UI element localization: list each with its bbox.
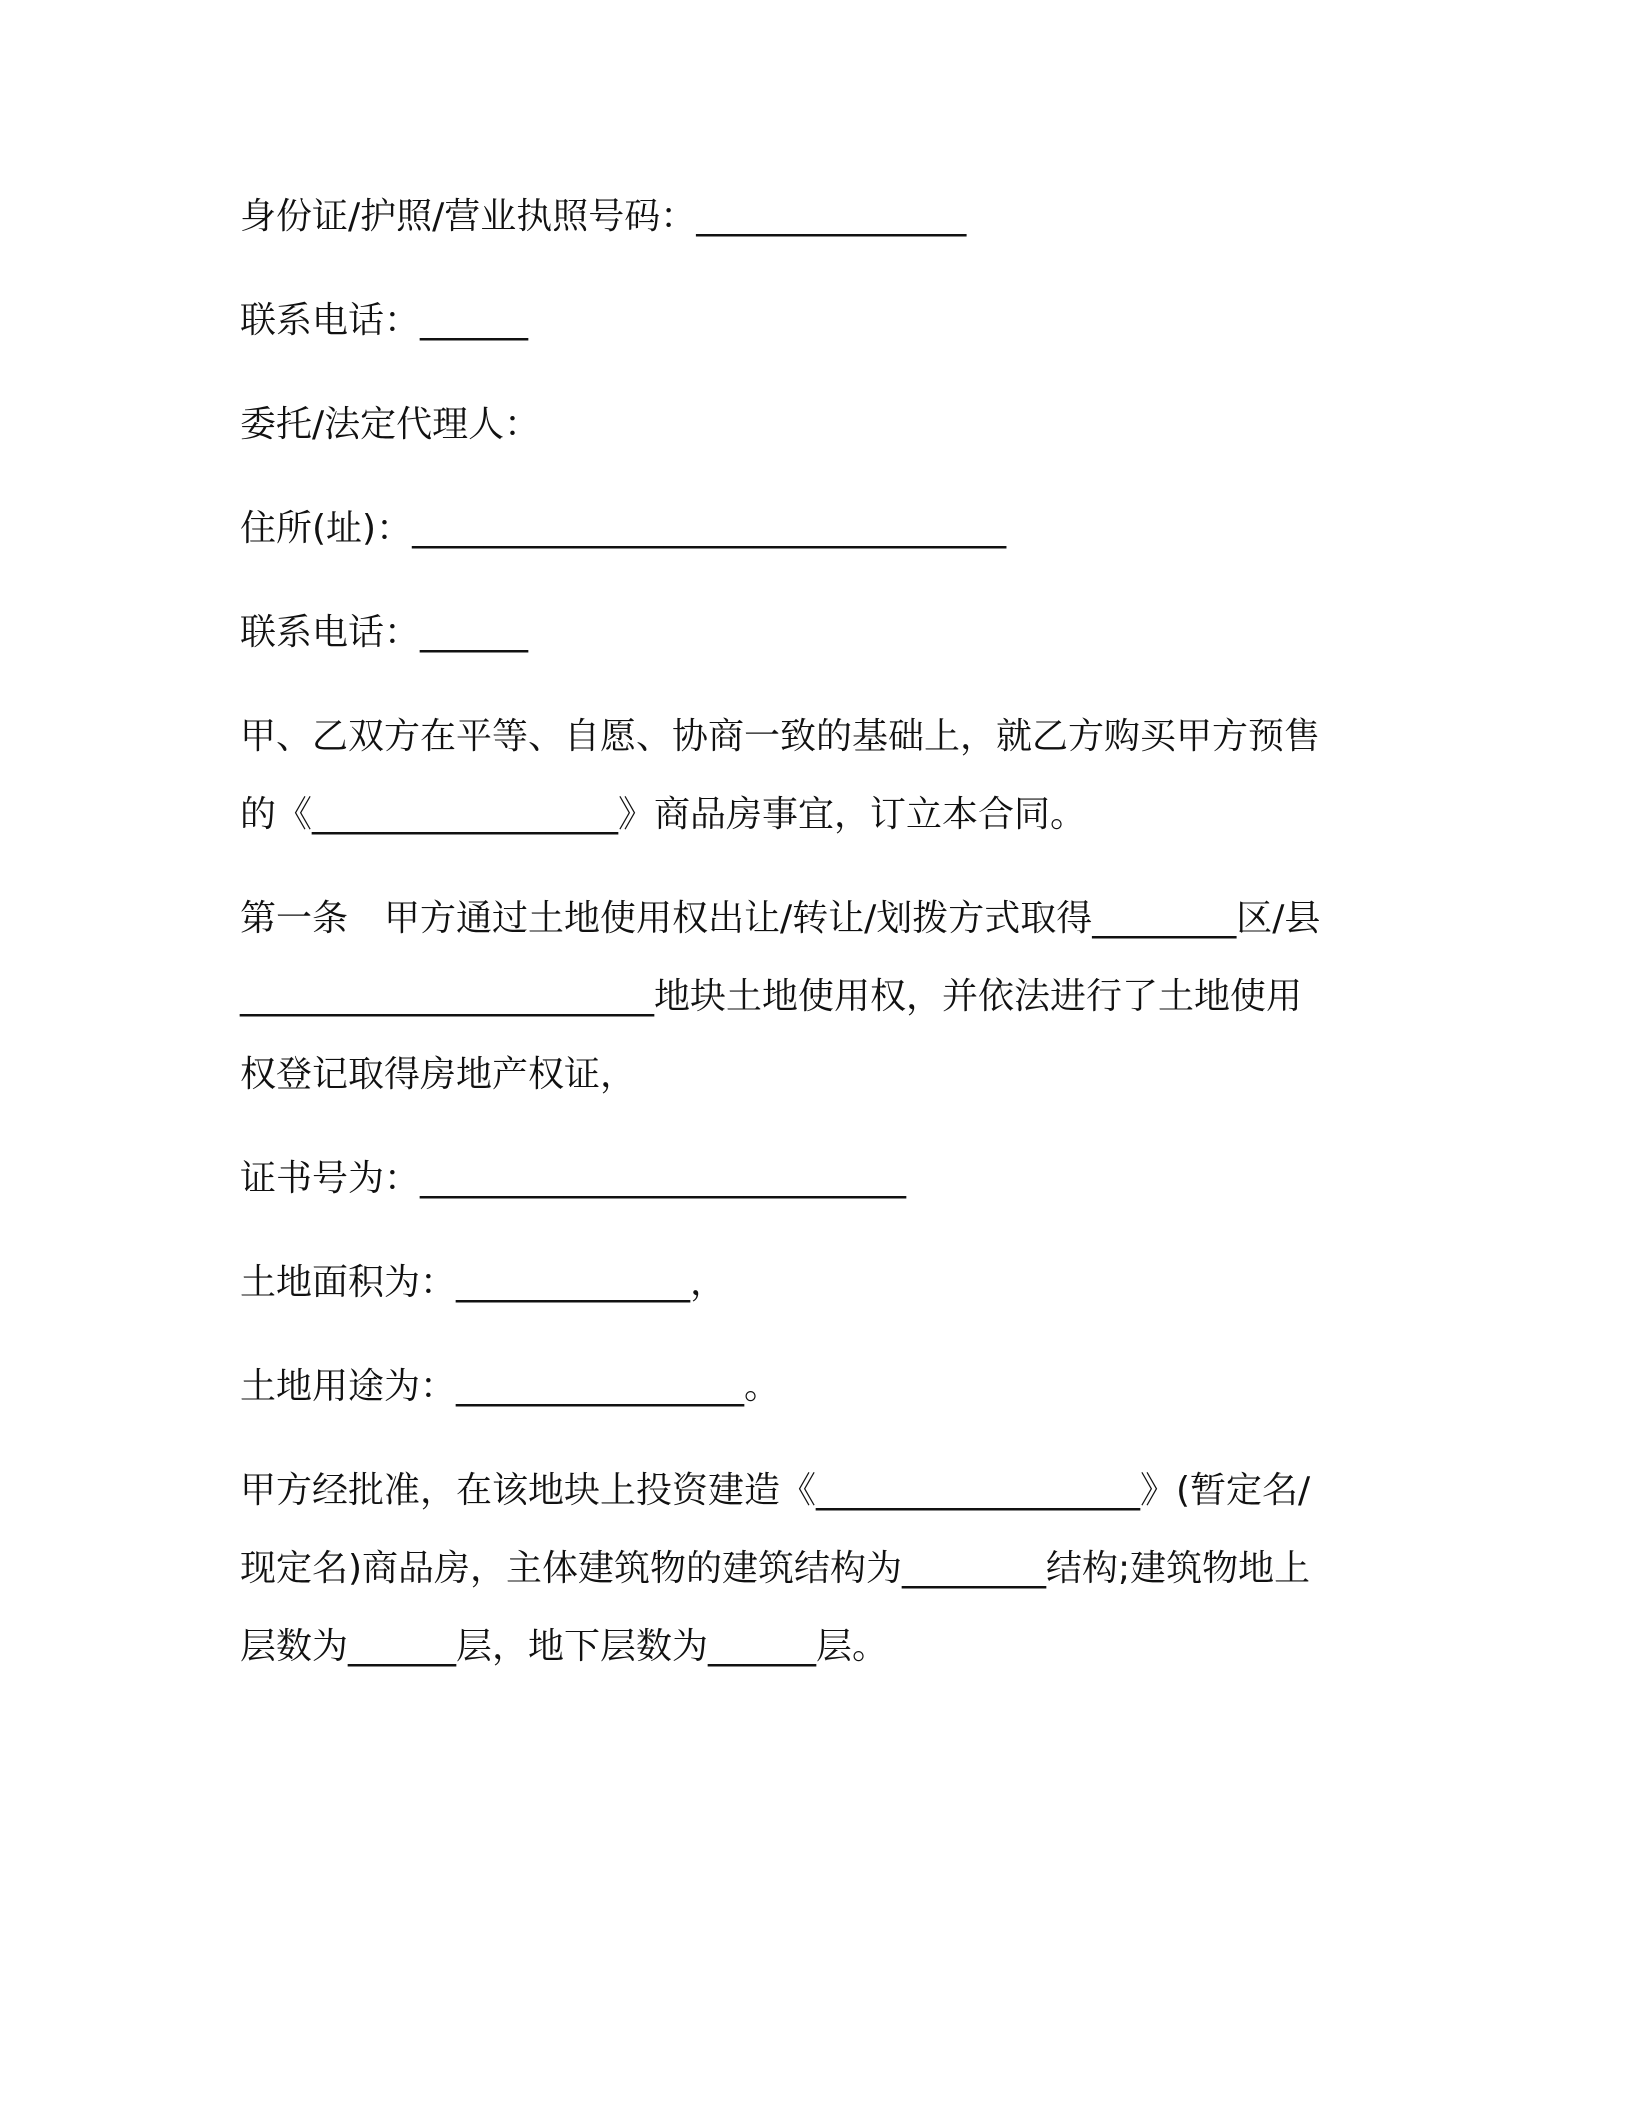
- certificate-number-line: 证书号为：___________________________: [240, 1158, 907, 1199]
- land-use-line: 土地用途为：________________。: [240, 1366, 781, 1407]
- construction-line-1: 甲方经批准，在该地块上投资建造《__________________》(暂定名/: [240, 1470, 1311, 1511]
- preamble-line-1: 甲、乙双方在平等、自愿、协商一致的基础上，就乙方购买甲方预售: [240, 716, 1321, 757]
- construction-line-3: 层数为______层，地下层数为______层。: [240, 1626, 889, 1667]
- construction-line-2: 现定名)商品房，主体建筑物的建筑结构为________结构;建筑物地上: [240, 1548, 1311, 1589]
- phone-line-1: 联系电话：______: [240, 300, 529, 341]
- phone-line-2: 联系电话：______: [240, 612, 529, 653]
- id-number-line: 身份证/护照/营业执照号码：_______________: [240, 196, 967, 237]
- agent-line: 委托/法定代理人：: [240, 404, 541, 445]
- article-one-line-1: 第一条 甲方通过土地使用权出让/转让/划拨方式取得________区/县: [240, 898, 1321, 939]
- address-line: 住所(址)：_________________________________: [240, 508, 1007, 549]
- land-area-line: 土地面积为：_____________，: [240, 1262, 727, 1303]
- article-one-line-3: 权登记取得房地产权证，: [240, 1054, 637, 1095]
- preamble-line-2: 的《_________________》商品房事宜，订立本合同。: [240, 794, 1087, 835]
- article-one-line-2: _______________________地块土地使用权，并依法进行了土地使用: [240, 976, 1303, 1017]
